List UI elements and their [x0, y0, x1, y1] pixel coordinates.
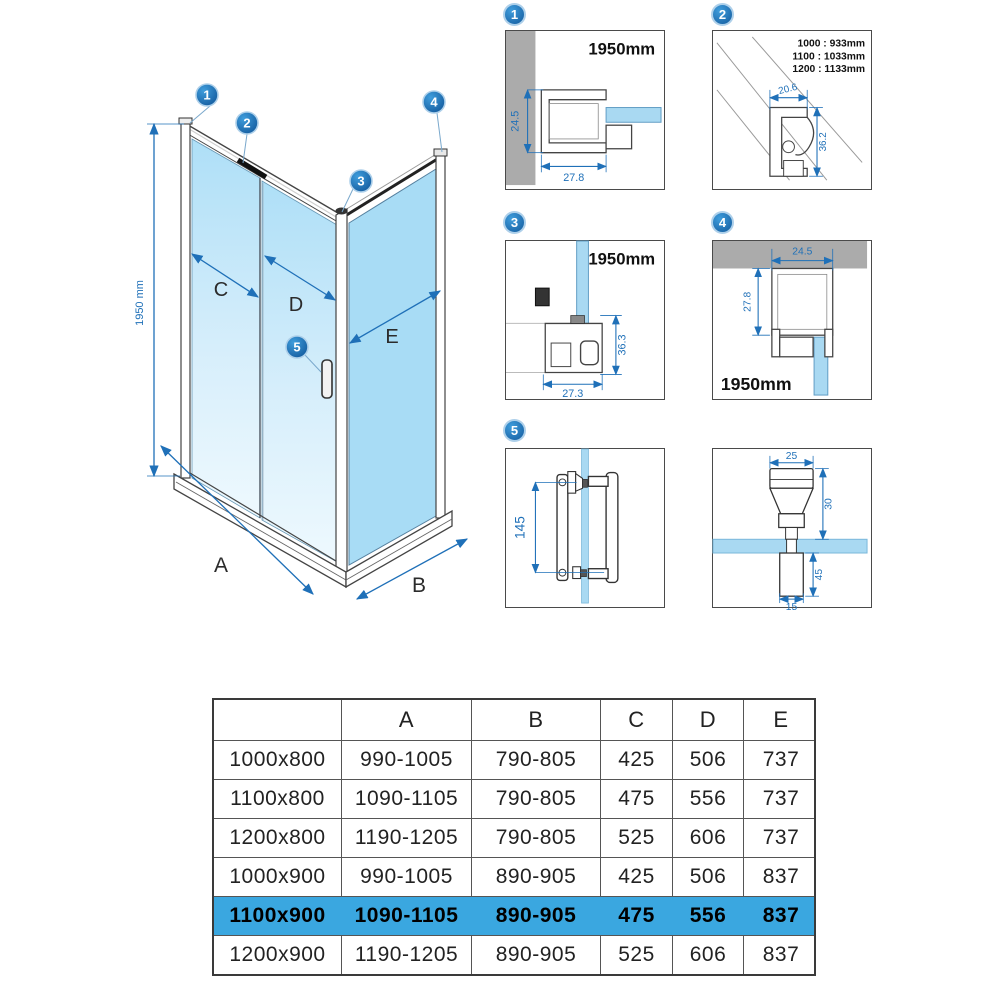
table-cell: 837 — [762, 943, 800, 966]
wall-section — [506, 31, 535, 185]
height-dimension-label: 1950 mm — [134, 280, 146, 326]
table-cell: 525 — [601, 819, 673, 857]
table-cell: 790-805 — [472, 819, 601, 857]
detail-panel-2-top-rail — [712, 30, 872, 190]
table-cell: 1090-1105 — [342, 780, 472, 818]
table-cell: 425 — [601, 741, 673, 779]
table-cell: 606 — [673, 936, 744, 974]
table-header-row — [214, 700, 814, 740]
door-handle — [322, 360, 332, 398]
table-cell: 737 — [762, 787, 800, 810]
panel6-dim-right-lower: 45 — [813, 568, 825, 581]
callout-4: 4 — [430, 94, 438, 110]
panel1-height-label: 1950mm — [588, 39, 656, 59]
panel2-size-2: 1100 : 1033mm — [792, 51, 866, 63]
detail-panel-1-wall-profile — [505, 30, 665, 190]
table-cell: 525 — [601, 936, 673, 974]
panel-badge-3 — [503, 211, 526, 234]
table-header-b: B — [472, 700, 601, 740]
dim-label-e: E — [385, 326, 399, 348]
dim-label-c: C — [213, 279, 229, 301]
profile-section — [770, 108, 814, 177]
table-cell: 425 — [601, 858, 673, 896]
table-cell: 990-1005 — [342, 741, 472, 779]
table-header-e: E — [773, 707, 789, 732]
panel2-dim-top: 20.6 — [777, 81, 799, 98]
table-cell: 1000x900 — [214, 858, 342, 896]
table-cell: 1200x800 — [214, 819, 342, 857]
panel-badge-3-number: 3 — [510, 215, 519, 230]
table-cell: 837 — [762, 904, 800, 927]
table-row-1000x900[interactable] — [214, 857, 814, 896]
panel4-height-label: 1950mm — [720, 374, 792, 395]
corner-post — [336, 209, 347, 578]
detail-panel-6-knob — [712, 448, 872, 613]
table-cell: 990-1005 — [342, 858, 472, 896]
size-specification-table — [212, 698, 816, 976]
callout-2: 2 — [243, 115, 251, 131]
table-header-c: C — [601, 700, 673, 740]
table-row-1100x900-selected[interactable] — [214, 896, 814, 935]
callout-5: 5 — [293, 339, 301, 355]
panel2-size-1: 1000 : 933mm — [797, 38, 866, 50]
table-cell: 506 — [673, 858, 744, 896]
table-row-1100x800[interactable] — [214, 779, 814, 818]
clip-bracket — [535, 288, 549, 306]
panel2-dim-right: 36.2 — [817, 132, 829, 152]
table-cell: 506 — [673, 741, 744, 779]
wall-section — [713, 241, 867, 268]
panel3-height-label: 1950mm — [588, 249, 656, 269]
glass-section — [606, 108, 661, 123]
table-row-1000x800[interactable] — [214, 740, 814, 779]
dim-label-b: B — [411, 574, 427, 597]
table-cell: 1000x800 — [214, 741, 342, 779]
panel6-dim-right-upper: 30 — [823, 498, 835, 510]
knob-drawing — [770, 469, 813, 597]
panel1-dim-vertical: 24.5 — [509, 110, 522, 132]
panel1-dim-horizontal: 27.8 — [563, 172, 585, 185]
callout-3: 3 — [357, 173, 365, 189]
panel-badge-2 — [711, 3, 734, 26]
table-cell: 556 — [689, 904, 727, 927]
table-cell: 737 — [762, 748, 800, 771]
panel6-dim-bottom: 15 — [785, 601, 798, 613]
enclosure-isometric-diagram — [130, 75, 480, 615]
panel1-dims — [528, 90, 607, 172]
detail-panel-3-bottom-guide — [505, 240, 665, 400]
panel3-dim-bottom: 27.3 — [562, 388, 584, 401]
profile-section — [545, 316, 602, 373]
panel-badge-1-number: 1 — [510, 7, 519, 22]
table-row-1200x900[interactable] — [214, 935, 814, 974]
table-cell: 890-905 — [495, 904, 577, 927]
wall-lines — [506, 323, 545, 372]
panel-badge-5 — [503, 419, 526, 442]
dim-label-a: A — [213, 554, 229, 577]
callout-1: 1 — [203, 87, 211, 103]
table-cell: 837 — [762, 865, 800, 888]
panel-badge-1 — [503, 3, 526, 26]
panel5-dims — [535, 482, 604, 572]
table-cell: 1190-1205 — [342, 819, 472, 857]
table-header-size — [214, 700, 342, 740]
panel3-dim-right: 36.3 — [616, 334, 629, 356]
panel-badge-4-number: 4 — [718, 215, 727, 230]
panel4-dim-top: 24.5 — [792, 246, 813, 258]
detail-panel-4-wall-profile — [712, 240, 872, 400]
dim-label-d: D — [288, 294, 304, 316]
detail-panel-5-handle — [505, 448, 665, 608]
panel6-dim-top: 25 — [785, 450, 798, 462]
table-cell: 475 — [618, 904, 655, 927]
table-row-1200x800[interactable] — [214, 818, 814, 857]
wall-profile-post — [181, 122, 190, 478]
panel-badge-5-number: 5 — [510, 423, 519, 438]
panel-badge-2-number: 2 — [718, 7, 727, 22]
table-cell: 890-905 — [472, 858, 601, 896]
table-cell: 1190-1205 — [342, 936, 472, 974]
table-cell: 1100x900 — [229, 904, 326, 927]
panel5-dim-left: 145 — [512, 516, 528, 539]
table-cell: 737 — [762, 826, 800, 849]
table-header-a: A — [342, 700, 472, 740]
table-cell: 890-905 — [472, 936, 601, 974]
table-cell: 790-805 — [472, 741, 601, 779]
table-cell: 475 — [601, 780, 673, 818]
table-cell: 1100x800 — [214, 780, 342, 818]
panel4-dim-left: 27.8 — [742, 291, 754, 312]
glass-section — [582, 449, 589, 603]
front-panels-drawing — [179, 115, 348, 578]
table-cell: 556 — [673, 780, 744, 818]
panel2-size-3: 1200 : 1133mm — [792, 64, 866, 76]
table-cell: 1090-1105 — [354, 904, 459, 927]
table-cell: 1200x900 — [214, 936, 342, 974]
table-cell: 790-805 — [472, 780, 601, 818]
panel-badge-4 — [711, 211, 734, 234]
table-cell: 606 — [673, 819, 744, 857]
side-panel-drawing — [345, 149, 447, 565]
table-header-d: D — [673, 700, 744, 740]
